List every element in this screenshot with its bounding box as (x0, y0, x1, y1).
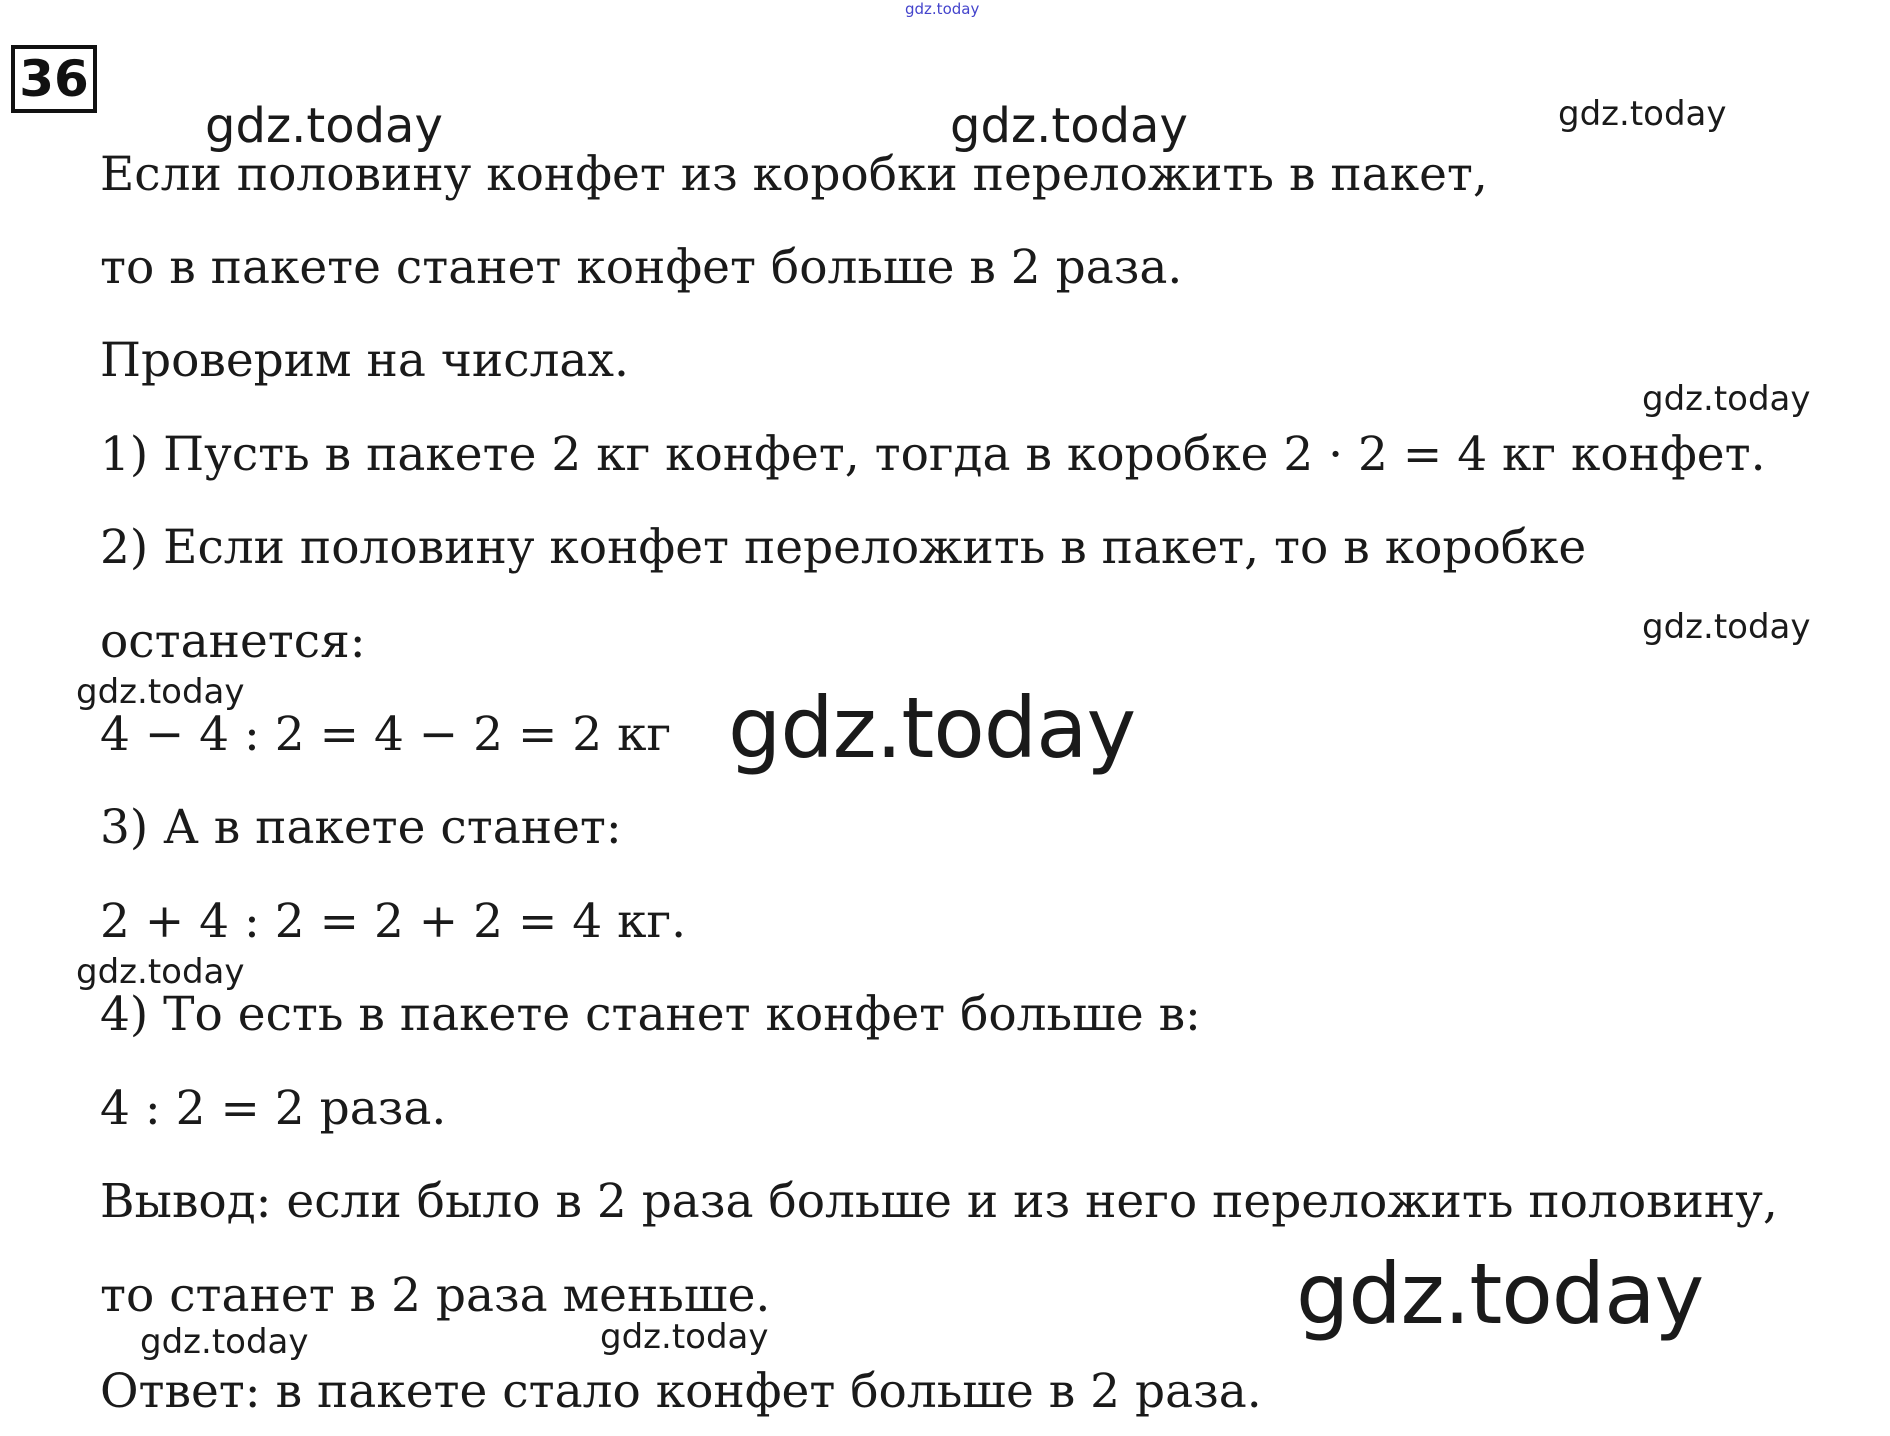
watermark-left-2: gdz.today (76, 952, 245, 992)
solution-step-3: 3) А в пакете станет: (100, 800, 622, 855)
solution-line-1: Если половину конфет из коробки переложить в пакет, (100, 147, 1488, 202)
solution-equation-2: 2 + 4 : 2 = 2 + 2 = 4 кг. (100, 894, 687, 949)
watermark-top-right: gdz.today (1558, 94, 1727, 134)
watermark-bottom-center: gdz.today (600, 1317, 769, 1357)
watermark-right-1: gdz.today (1642, 379, 1811, 419)
problem-number: 36 (19, 50, 89, 108)
watermark-top-center: gdz.today (950, 98, 1188, 154)
watermark-center-large: gdz.today (728, 679, 1136, 777)
problem-number-box (11, 45, 97, 113)
watermark-right-2: gdz.today (1642, 607, 1811, 647)
answer-line: Ответ: в пакете стало конфет больше в 2 раза. (100, 1364, 1262, 1419)
solution-step-1: 1) Пусть в пакете 2 кг конфет, тогда в коробке 2 · 2 = 4 кг конфет. (100, 427, 1766, 482)
conclusion-line-2: то станет в 2 раза меньше. (100, 1268, 771, 1323)
solution-line-3: Проверим на числах. (100, 333, 629, 388)
solution-step-2-cont: останется: (100, 614, 366, 669)
watermark-bottom-left: gdz.today (140, 1322, 309, 1362)
conclusion-line-1: Вывод: если было в 2 раза больше и из него переложить половину, (100, 1174, 1778, 1229)
solution-equation-1: 4 − 4 : 2 = 4 − 2 = 2 кг (100, 707, 672, 762)
watermark-bottom-right-large: gdz.today (1296, 1245, 1704, 1343)
solution-step-2: 2) Если половину конфет переложить в пакет, то в коробке (100, 520, 1587, 575)
solution-line-2: то в пакете станет конфет больше в 2 раза. (100, 240, 1183, 295)
solution-equation-3: 4 : 2 = 2 раза. (100, 1081, 447, 1136)
watermark-top-left: gdz.today (205, 98, 443, 154)
watermark-top-tiny: gdz.today (905, 0, 980, 18)
solution-step-4: 4) То есть в пакете станет конфет больше в: (100, 987, 1201, 1042)
watermark-left-1: gdz.today (76, 672, 245, 712)
